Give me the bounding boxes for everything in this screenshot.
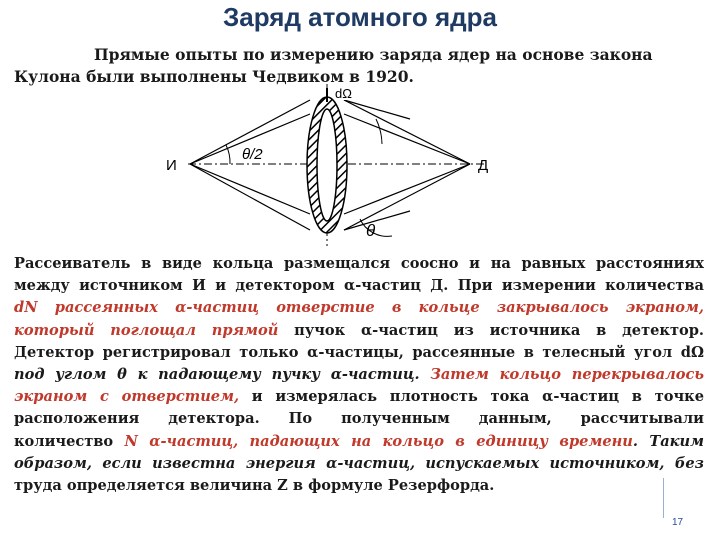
body-segment: пучок α-частиц из источника в детектор. <box>278 321 704 339</box>
detector-label: Д <box>478 157 489 174</box>
body-line <box>14 475 704 497</box>
body-line <box>14 431 704 453</box>
body-line <box>14 297 704 319</box>
body-segment: под углом θ к падающему пучку α-частиц. <box>14 366 431 384</box>
body-segment: который поглощал прямой <box>14 321 279 339</box>
intro-line-1: Прямые опыты по измерению заряда ядер на основе закона <box>94 45 653 64</box>
body-segment: Затем кольцо перекрывалось <box>430 366 704 384</box>
body-paragraph <box>14 253 704 497</box>
body-segment: dN рассеянных α-частиц отверстие в кольце закрывалось экраном, <box>14 299 704 317</box>
body-segment: и измерялась плотность тока α-частиц в точке <box>239 388 704 406</box>
body-segment: количество <box>14 432 125 450</box>
angle-label: θ <box>366 221 376 240</box>
solid-angle-label: dΩ <box>335 86 352 101</box>
body-segment: образом, если известна энергия α-частиц, испускаемых источником, без <box>14 454 704 472</box>
body-line <box>14 275 704 297</box>
page-divider <box>663 478 664 518</box>
body-segment: N α-частиц, падающих на кольцо в единицу времени <box>124 432 633 450</box>
half-angle-label: θ/2 <box>242 146 263 163</box>
body-segment: труда определяется величина Z в формуле Резерфорда. <box>14 477 495 495</box>
body-segment: расположения детектора. По полученным данным, рассчитывали <box>14 410 704 428</box>
body-segment: между источником И и детектором α-частиц Д. При измерении количества <box>14 277 704 295</box>
body-segment: . Таким <box>632 432 704 450</box>
body-segment: Рассеиватель в виде кольца размещался соосно и на равных расстояниях <box>14 255 704 272</box>
body-line <box>14 364 704 386</box>
intro-line-2: Кулона были выполнены Чедвиком в 1920. <box>14 67 414 86</box>
body-line <box>14 408 704 430</box>
body-segment: экраном с отверстием, <box>14 388 240 406</box>
page-number: 17 <box>672 517 684 528</box>
body-line <box>14 453 704 475</box>
chadwick-experiment-diagram <box>160 84 500 246</box>
body-line <box>14 342 704 364</box>
body-line <box>14 253 704 275</box>
source-label: И <box>166 157 177 174</box>
body-line <box>14 386 704 408</box>
slide-title: Заряд атомного ядра <box>222 2 497 32</box>
body-line <box>14 320 704 342</box>
body-segment: Детектор регистрировал только α-частицы, рассеянные в телесный угол dΩ <box>14 343 704 361</box>
intro-paragraph <box>14 44 694 88</box>
